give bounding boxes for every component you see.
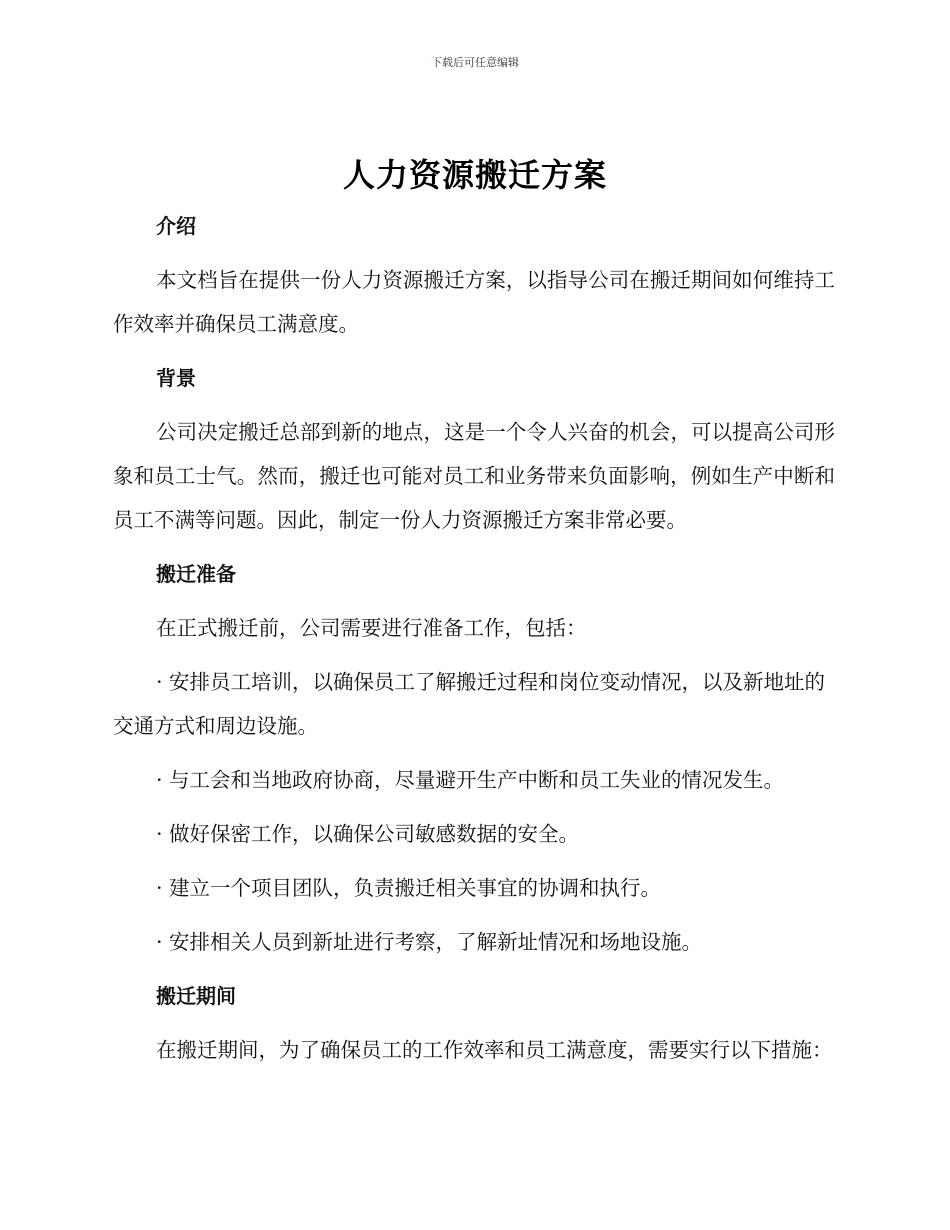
list-item: · 做好保密工作，以确保公司敏感数据的安全。: [156, 822, 580, 846]
list-item: · 建立一个项目团队，负责搬迁相关事宜的协调和执行。: [156, 876, 662, 900]
section-heading-background: 背景: [156, 366, 196, 390]
during-paragraph: 在搬迁期间，为了确保员工的工作效率和员工满意度，需要实行以下措施：: [156, 1038, 833, 1062]
header-note: 下载后可任意编辑: [431, 56, 519, 69]
section-heading-intro: 介绍: [156, 214, 196, 238]
list-item: · 安排相关人员到新址进行考察，了解新址情况和场地设施。: [156, 930, 703, 954]
section-heading-preparation: 搬迁准备: [156, 562, 236, 586]
list-item: · 安排员工培训，以确保员工了解搬迁过程和岗位变动情况，以及新地址的交通方式和周边设施。: [113, 670, 826, 738]
list-item: · 与工会和当地政府协商，尽量避开生产中断和员工失业的情况发生。: [156, 768, 785, 792]
section-heading-during: 搬迁期间: [156, 984, 236, 1008]
page-title: 人力资源搬迁方案: [342, 156, 607, 194]
document-body: [113, 204, 835, 1082]
intro-paragraph: 本文档旨在提供一份人力资源搬迁方案，以指导公司在搬迁期间如何维持工作效率并确保员工满意度。: [113, 268, 835, 336]
background-paragraph: 公司决定搬迁总部到新的地点，这是一个令人兴奋的机会，可以提高公司形象和员工士气。然而，搬迁也可能对员工和业务带来负面影响，例如生产中断和员工不满等问题。因此，制定一份人力资源搬迁方案非常必要。: [113, 420, 835, 532]
preparation-intro: 在正式搬迁前，公司需要进行准备工作，包括：: [156, 616, 587, 640]
